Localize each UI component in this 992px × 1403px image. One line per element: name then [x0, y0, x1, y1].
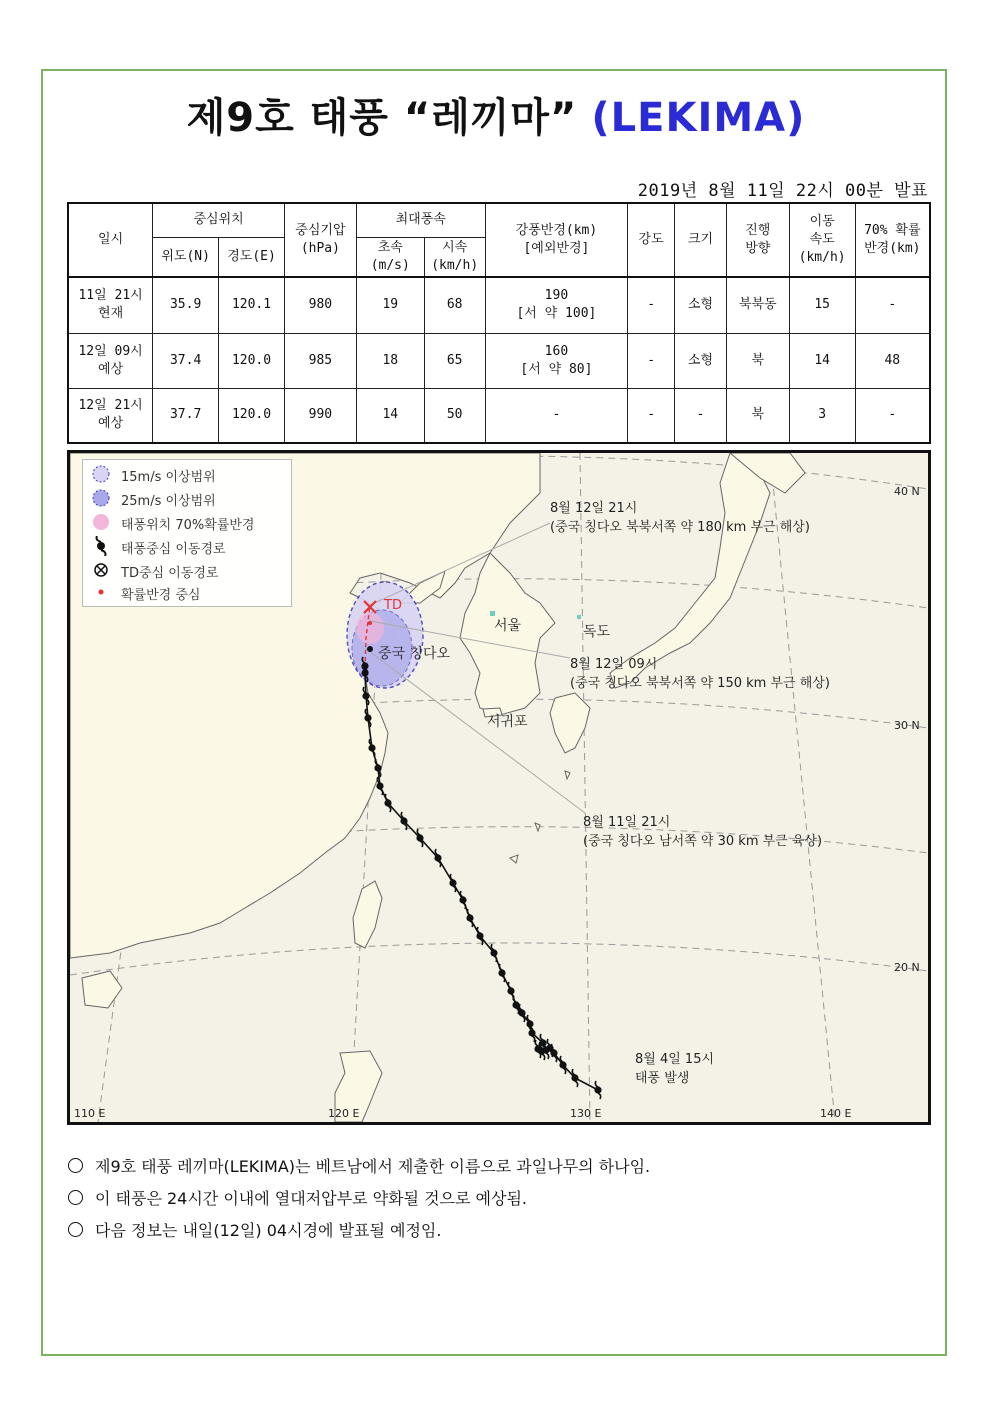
- cell-radius: 160 [서 약 80]: [485, 333, 628, 388]
- track-point: [498, 964, 505, 982]
- grid-lon110: 110 E: [74, 1107, 106, 1120]
- header-ms: 초속 (m/s): [356, 237, 424, 277]
- callout-0811-21: 8월 11일 21시 (중국 칭다오 남서쪽 약 30 km 부근 육상): [583, 815, 823, 849]
- radius25-icon: [91, 488, 113, 510]
- taiwan: [353, 881, 382, 948]
- typhoon-track-map: [67, 450, 931, 1125]
- radius15-icon: [91, 464, 113, 486]
- track-point: [518, 1004, 525, 1022]
- map-legend: [82, 459, 292, 607]
- circle-bullet-icon: [68, 1158, 83, 1173]
- track-point: [416, 829, 423, 847]
- cell-lon: 120.0: [219, 388, 285, 443]
- header-lat: 위도(N): [153, 237, 219, 277]
- header-prob-radius: 70% 확률 반경(km): [855, 203, 930, 277]
- cell-kmh: 65: [424, 333, 485, 388]
- title-korean: 제9호 태풍 “레끼마”: [186, 95, 578, 141]
- hainan: [82, 971, 122, 1008]
- ryukyu-islands: [510, 771, 570, 863]
- lon140-line: [770, 453, 835, 1122]
- cell-ms: 14: [356, 388, 424, 443]
- legend-item: 확률반경 중심: [91, 582, 200, 604]
- grid-lon120: 120 E: [328, 1107, 360, 1120]
- cell-prob: 48: [855, 333, 930, 388]
- cell-intensity: -: [628, 277, 675, 333]
- grid-lon140: 140 E: [820, 1107, 852, 1120]
- legend-item: TD중심 이동경로: [91, 560, 218, 582]
- header-time: 일시: [68, 203, 153, 277]
- grid-lat40: 40 N: [894, 485, 920, 498]
- circle-bullet-icon: [68, 1190, 83, 1205]
- track-point: [594, 1081, 601, 1099]
- header-speed: 이동 속도 (km/h): [789, 203, 855, 277]
- callout-0804-15: 8월 4일 15시 태풍 발생: [635, 1052, 715, 1086]
- grid-lat20: 20 N: [894, 961, 920, 974]
- table-row: [68, 277, 930, 333]
- grid-lon130: 130 E: [570, 1107, 602, 1120]
- cell-intensity: -: [628, 388, 675, 443]
- cell-speed: 14: [789, 333, 855, 388]
- cell-ms: 19: [356, 277, 424, 333]
- track-point: [476, 927, 483, 945]
- cell-radius: -: [485, 388, 628, 443]
- cell-prob: -: [855, 277, 930, 333]
- legend-item: 25m/s 이상범위: [91, 488, 216, 510]
- note-item: 이 태풍은 24시간 이내에 열대저압부로 약화될 것으로 예상됨.: [68, 1187, 650, 1211]
- note-item: 다음 정보는 내일(12일) 04시경에 발표될 예정임.: [68, 1219, 650, 1243]
- track-point: [434, 849, 441, 867]
- header-center: 중심위치: [153, 203, 285, 237]
- cell-lat: 37.7: [153, 388, 219, 443]
- track-point: [384, 794, 391, 812]
- legend-item: 태풍위치 70%확률반경: [91, 512, 255, 534]
- legend-item: 15m/s 이상범위: [91, 464, 216, 486]
- probability-radius: [356, 612, 384, 644]
- dokdo-marker: [577, 615, 581, 619]
- track-point: [449, 874, 456, 892]
- cell-size: 소형: [675, 333, 727, 388]
- track-point: [559, 1056, 566, 1074]
- page-title: [0, 86, 992, 143]
- prob-center-icon: [91, 582, 113, 604]
- header-maxwind: 최대풍속: [356, 203, 485, 237]
- track-point: [400, 812, 407, 830]
- notes: [68, 1155, 650, 1251]
- cell-lon: 120.0: [219, 333, 285, 388]
- cell-speed: 3: [789, 388, 855, 443]
- issued-time: 2019년 8월 11일 22시 00분 발표: [637, 181, 928, 201]
- qingdao-marker: [367, 646, 373, 652]
- cell-kmh: 68: [424, 277, 485, 333]
- cell-pressure: 985: [284, 333, 356, 388]
- header-direction: 진행 방향: [726, 203, 789, 277]
- grid-lat30: 30 N: [894, 719, 920, 732]
- lat20-line: [70, 943, 928, 975]
- cell-lat: 35.9: [153, 277, 219, 333]
- cell-direction: 북북동: [726, 277, 789, 333]
- cell-radius: 190 [서 약 100]: [485, 277, 628, 333]
- table-row: [68, 388, 930, 443]
- cell-size: -: [675, 388, 727, 443]
- header-lon: 경도(E): [219, 237, 285, 277]
- prob-center-dot: [368, 621, 372, 625]
- cell-lon: 120.1: [219, 277, 285, 333]
- label-seoul: 서울: [494, 618, 522, 634]
- cell-lat: 37.4: [153, 333, 219, 388]
- callout-0812-21: 8월 12일 21시 (중국 칭다오 북북서쪽 약 180 km 부근 해상): [550, 501, 810, 535]
- label-seogwipo: 서귀포: [487, 714, 528, 730]
- header-radius: 강풍반경(km) [예외반경]: [485, 203, 628, 277]
- cell-direction: 북: [726, 333, 789, 388]
- cell-direction: 북: [726, 388, 789, 443]
- legend-item: 태풍중심 이동경로: [91, 536, 226, 558]
- cell-time: 11일 21시 현재: [68, 277, 153, 333]
- typhoon-symbol-icon: [91, 536, 113, 558]
- table-row: [68, 333, 930, 388]
- td-symbol-icon: [91, 560, 113, 582]
- label-td: TD: [384, 598, 402, 613]
- cell-pressure: 980: [284, 277, 356, 333]
- track-point: [490, 944, 497, 962]
- circle-bullet-icon: [68, 1222, 83, 1237]
- cell-time: 12일 21시 예상: [68, 388, 153, 443]
- track-point: [459, 891, 466, 909]
- header-kmh: 시속 (km/h): [424, 237, 485, 277]
- note-item: 제9호 태풍 레끼마(LEKIMA)는 베트남에서 제출한 이름으로 과일나무의 하나임.: [68, 1155, 650, 1179]
- header-size: 크기: [675, 203, 727, 277]
- lon130-line: [580, 453, 590, 1122]
- prob-radius-icon: [91, 512, 113, 534]
- cell-prob: -: [855, 388, 930, 443]
- cell-pressure: 990: [284, 388, 356, 443]
- track-point: [466, 909, 473, 927]
- cell-intensity: -: [628, 333, 675, 388]
- label-qingdao: 중국 칭다오: [378, 646, 451, 662]
- title-english: (LEKIMA): [591, 95, 806, 141]
- cell-size: 소형: [675, 277, 727, 333]
- cell-speed: 15: [789, 277, 855, 333]
- header-intensity: 강도: [628, 203, 675, 277]
- cell-time: 12일 09시 예상: [68, 333, 153, 388]
- label-dokdo: 독도: [583, 624, 611, 640]
- track-point: [571, 1069, 578, 1087]
- callout-0812-09: 8월 12일 09시 (중국 칭다오 북북서쪽 약 150 km 부근 해상): [570, 657, 830, 691]
- header-pressure: 중심기압 (hPa): [284, 203, 356, 277]
- track-point: [507, 982, 514, 1000]
- typhoon-info-table: [67, 202, 931, 444]
- cell-ms: 18: [356, 333, 424, 388]
- cell-kmh: 50: [424, 388, 485, 443]
